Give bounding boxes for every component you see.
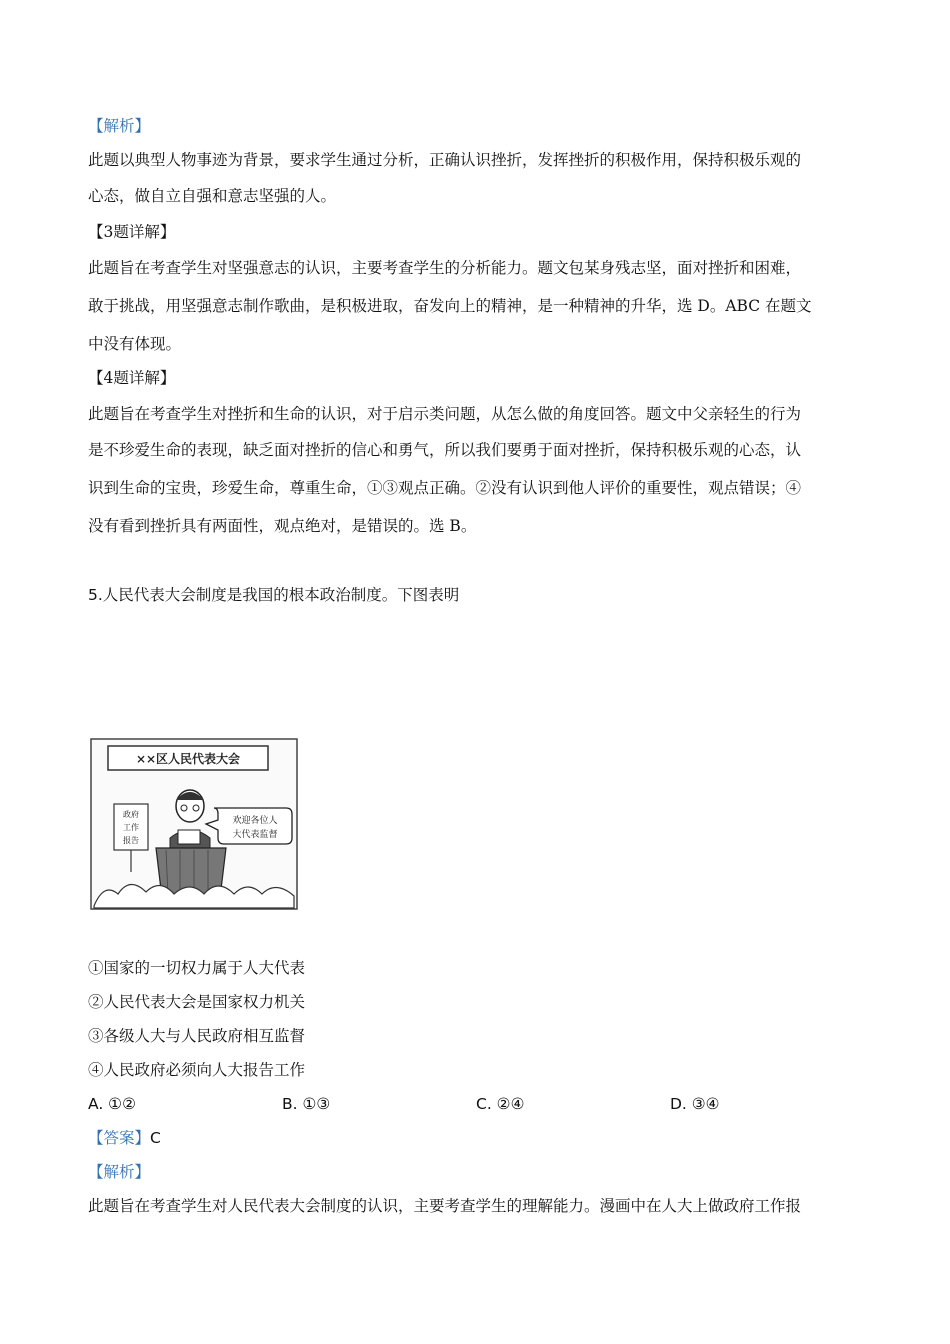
npc-cartoon-image <box>90 738 298 910</box>
q5-analysis-tag: 【解析】 <box>88 1163 151 1181</box>
q4-heading: 【4题详解】 <box>88 369 176 387</box>
statement-2: ②人民代表大会是国家权力机关 <box>88 993 306 1011</box>
speech-line-1: 欢迎各位人 <box>232 816 278 826</box>
q3-line-3: 中没有体现。 <box>88 335 182 353</box>
statement-4: ④人民政府必须向人大报告工作 <box>88 1061 306 1079</box>
q5-analysis-line-1: 此题旨在考查学生对人民代表大会制度的认识，主要考查学生的理解能力。漫画中在人大上做政府工作报 <box>88 1197 802 1215</box>
q3-heading: 【3题详解】 <box>88 223 176 241</box>
q4-line-3: 识到生命的宝贵，珍爱生命，尊重生命，①③观点正确。②没有认识到他人评价的重要性，观点错误；④ <box>88 479 802 497</box>
analysis-line-2: 心态，做自立自强和意志坚强的人。 <box>88 187 337 205</box>
analysis-tag: 【解析】 <box>88 117 151 135</box>
speech-line-2: 大代表监督 <box>232 830 278 840</box>
cartoon-banner-text: ××区人民代表大会 <box>135 752 241 766</box>
q4-line-1: 此题旨在考查学生对挫折和生命的认识，对于启示类问题，从怎么做的角度回答。题文中父亲轻生的行为 <box>88 405 802 423</box>
analysis-line-1: 此题以典型人物事迹为背景，要求学生通过分析，正确认识挫折，发挥挫折的积极作用，保持积极乐观的 <box>88 151 802 169</box>
q4-line-4: 没有看到挫折具有两面性，观点绝对，是错误的。选 B。 <box>88 517 477 535</box>
statement-1: ①国家的一切权力属于人大代表 <box>88 959 306 977</box>
answer-tag: 【答案】 <box>88 1129 151 1147</box>
board-line-3: 报告 <box>123 836 139 845</box>
option-d: D. ③④ <box>670 1095 720 1113</box>
option-b: B. ①③ <box>282 1095 331 1113</box>
option-a: A. ①② <box>88 1095 136 1113</box>
board-line-1: 政府 <box>123 810 139 819</box>
q4-line-2: 是不珍爱生命的表现，缺乏面对挫折的信心和勇气，所以我们要勇于面对挫折，保持积极乐观的心态，认 <box>88 441 802 459</box>
statement-3: ③各级人大与人民政府相互监督 <box>88 1027 306 1045</box>
answer-value: C <box>150 1129 161 1147</box>
option-c: C. ②④ <box>476 1095 525 1113</box>
q5-stem: 5.人民代表大会制度是我国的根本政治制度。下图表明 <box>88 586 460 604</box>
answer-line <box>88 1128 868 1148</box>
q3-line-1: 此题旨在考查学生对坚强意志的认识，主要考查学生的分析能力。题文包某身残志坚，面对挫折和困难， <box>88 259 802 277</box>
q3-line-2: 敢于挑战，用坚强意志制作歌曲，是积极进取，奋发向上的精神，是一种精神的升华，选 D。ABC 在题文 <box>88 297 812 315</box>
board-line-2: 工作 <box>123 823 139 832</box>
